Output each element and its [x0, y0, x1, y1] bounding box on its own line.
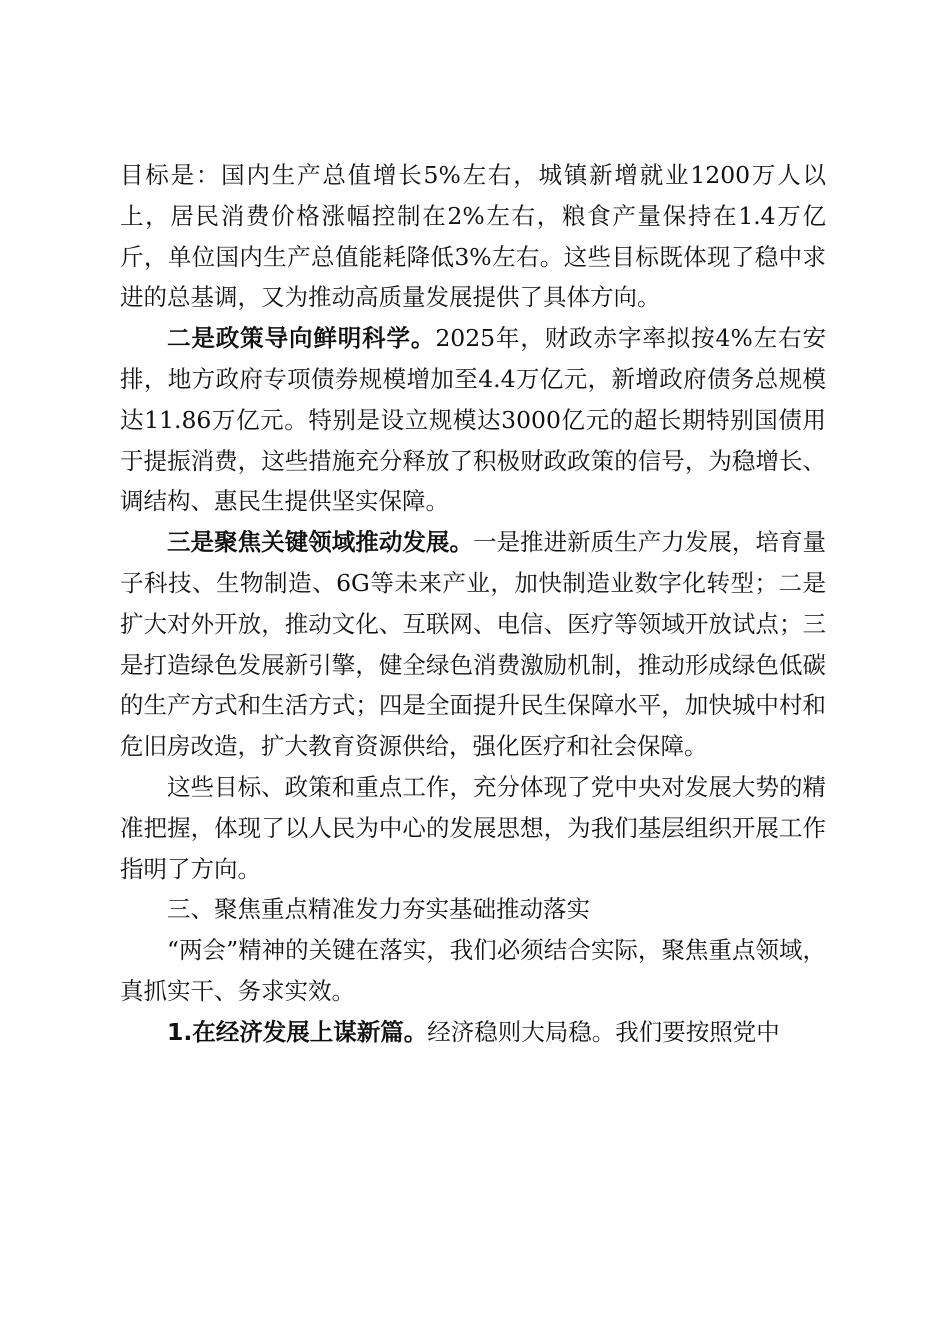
paragraph-lead: 三是聚焦关键领域推动发展。 [167, 528, 473, 557]
document-body [120, 155, 826, 1053]
paragraph-summary: 这些目标、政策和重点工作，充分体现了党中央对发展大势的精准把握，体现了以人民为中心的发展思想，为我们基层组织开展工作指明了方向。 [120, 772, 826, 883]
paragraph-policy [120, 318, 826, 522]
section-heading: 三、聚焦重点精准发力夯实基础推动落实 [167, 895, 590, 924]
paragraph-lead: 1.在经济发展上谋新篇。 [167, 1017, 428, 1046]
paragraph-body: 经济稳则大局稳。我们要按照党中 [427, 1017, 780, 1046]
paragraph-targets: 目标是：国内生产总值增长5%左右，城镇新增就业1200万人以上，居民消费价格涨幅控制在2%左右，粮食产量保持在1.4万亿斤，单位国内生产总值能耗降低3%左右。这些目标既体现了稳中求进的总基调，又为推动高质量发展提供了具体方向。 [120, 161, 826, 312]
paragraph-economy [120, 1012, 826, 1053]
paragraph-key-areas [120, 522, 826, 767]
paragraph-implementation: “两会”精神的关键在落实，我们必须结合实际，聚焦重点领域，真抓实干、务求实效。 [120, 936, 826, 1005]
paragraph-body: 一是推进新质生产力发展，培育量子科技、生物制造、6G等未来产业，加快制造业数字化转型；二是扩大对外开放，推动文化、互联网、电信、医疗等领域开放试点；三是打造绿色发展新引擎，健全绿色消费激励机制，推动形成绿色低碳的生产方式和生活方式；四是全面提升民生保障水平，加快城中村和危旧房改造，扩大教育资源供给，强化医疗和社会保障。 [120, 528, 827, 761]
paragraph-body: 2025年，财政赤字率拟按4%左右安排，地方政府专项债券规模增加至4.4万亿元，新增政府债务总规模达11.86万亿元。特别是设立规模达3000亿元的超长期特别国债用于提振消费，这些措施充分释放了积极财政政策的信号，为稳增长、调结构、惠民生提供坚实保障。 [120, 324, 826, 516]
paragraph-lead: 二是政策导向鲜明科学。 [167, 324, 436, 353]
